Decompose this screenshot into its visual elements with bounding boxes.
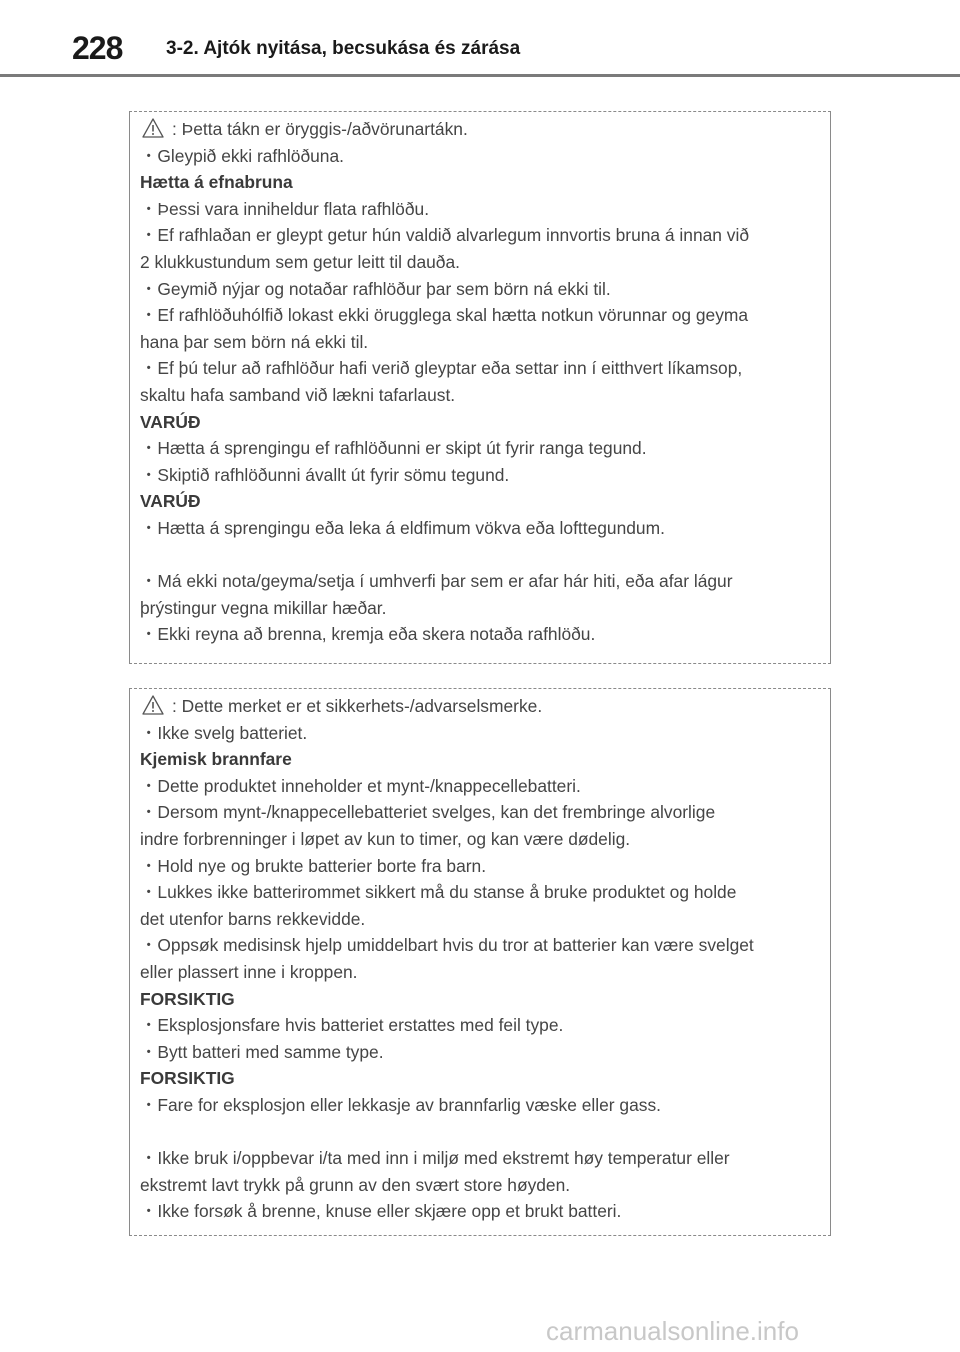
notice-line: ・Ikke bruk i/oppbevar i/ta med inn i miljø med ekstremt høy temperatur eller (140, 1148, 730, 1169)
notice-line: ・Skiptið rafhlöðunni ávallt út fyrir sömu tegund. (140, 464, 510, 485)
page-header (0, 0, 960, 78)
notice-line: 2 klukkustundum sem getur leitt til dauða. (140, 251, 460, 272)
notice-line: ・Fare for eksplosjon eller lekkasje av brannfarlig væske eller gass. (140, 1094, 661, 1115)
notice-line: ・Ef þú telur að rafhlöður hafi verið gleyptar eða settar inn í eitthvert líkamsop, (140, 358, 743, 379)
notice-heading: FORSIKTIG (140, 1068, 235, 1089)
notice-line: ・Hætta á sprengingu eða leka á eldfimum vökva eða lofttegundum. (140, 517, 665, 538)
notice-line: ・Gleypið ekki rafhlöðuna. (140, 145, 344, 166)
notice-line: ・Dette produktet inneholder et mynt-/knappecellebatteri. (140, 775, 581, 796)
symbol-line-text: : Dette merket er et sikkerhets-/advarselsmerke. (172, 696, 543, 716)
notice-line: ・Eksplosjonsfare hvis batteriet erstattes med feil type. (140, 1015, 564, 1036)
notice-line: ・Ekki reyna að brenna, kremja eða skera notaða rafhlöðu. (140, 624, 596, 645)
warning-triangle-icon (142, 695, 164, 715)
notice-line: ・Oppsøk medisinsk hjelp umiddelbart hvis du tror at batterier kan være svelget (140, 935, 754, 956)
section-title: 3-2. Ajtók nyitása, becsukása és zárása (166, 38, 521, 59)
symbol-line-text: : Þetta tákn er öryggis-/aðvörunartákn. (172, 119, 468, 139)
notice-line: eller plassert inne i kroppen. (140, 961, 358, 982)
symbol-line (140, 116, 820, 143)
notice-line: ・Ef rafhlaðan er gleypt getur hún valdið alvarlegum innvortis bruna á innan við (140, 225, 750, 246)
notice-line: ・Geymið nýjar og notaðar rafhlöður þar sem börn ná ekki til. (140, 278, 611, 299)
header-rule (0, 74, 960, 77)
blank-line (140, 1119, 820, 1146)
notice-icelandic (129, 111, 831, 664)
notice-lines (140, 720, 820, 1225)
notice-line: indre forbrenninger i løpet av kun to timer, og kan være dødelig. (140, 828, 631, 849)
notice-heading: VARÚÐ (140, 491, 201, 512)
notice-heading: Hætta á efnabruna (140, 172, 293, 193)
notice-line: ・Hold nye og brukte batterier borte fra barn. (140, 855, 487, 876)
notice-heading: FORSIKTIG (140, 988, 235, 1009)
notice-line: þrýstingur vegna mikillar hæðar. (140, 597, 387, 618)
notice-line: ・Ikke forsøk å brenne, knuse eller skjære opp et brukt batteri. (140, 1201, 622, 1222)
warning-triangle-icon (142, 118, 164, 138)
notice-norwegian (129, 688, 831, 1236)
notice-line: skaltu hafa samband við lækni tafarlaust. (140, 384, 456, 405)
notice-line: hana þar sem börn ná ekki til. (140, 331, 369, 352)
notice-line: ・Ikke svelg batteriet. (140, 722, 308, 743)
notice-heading: VARÚÐ (140, 411, 201, 432)
blank-line (140, 542, 820, 569)
notice-line: ekstremt lavt trykk på grunn av den svært store høyden. (140, 1174, 571, 1195)
notice-line: ・Lukkes ikke batterirommet sikkert må du stanse å bruke produktet og holde (140, 882, 737, 903)
notice-line: ・Þessi vara inniheldur flata rafhlöðu. (140, 198, 430, 219)
watermark: carmanualsonline.info (546, 1316, 799, 1346)
notice-line: det utenfor barns rekkevidde. (140, 908, 366, 929)
notice-lines (140, 143, 820, 648)
notice-line: ・Dersom mynt-/knappecellebatteriet svelges, kan det frembringe alvorlige (140, 802, 716, 823)
symbol-line (140, 693, 820, 720)
notice-line: ・Ef rafhlöðuhólfið lokast ekki örugglega skal hætta notkun vörunnar og geyma (140, 305, 749, 326)
notice-line: ・Bytt batteri med samme type. (140, 1041, 384, 1062)
page-number: 228 (72, 30, 123, 66)
notice-line: ・Má ekki nota/geyma/setja í umhverfi þar sem er afar hár hiti, eða afar lágur (140, 571, 733, 592)
notice-line: ・Hætta á sprengingu ef rafhlöðunni er skipt út fyrir ranga tegund. (140, 438, 647, 459)
notice-heading: Kjemisk brannfare (140, 749, 292, 770)
